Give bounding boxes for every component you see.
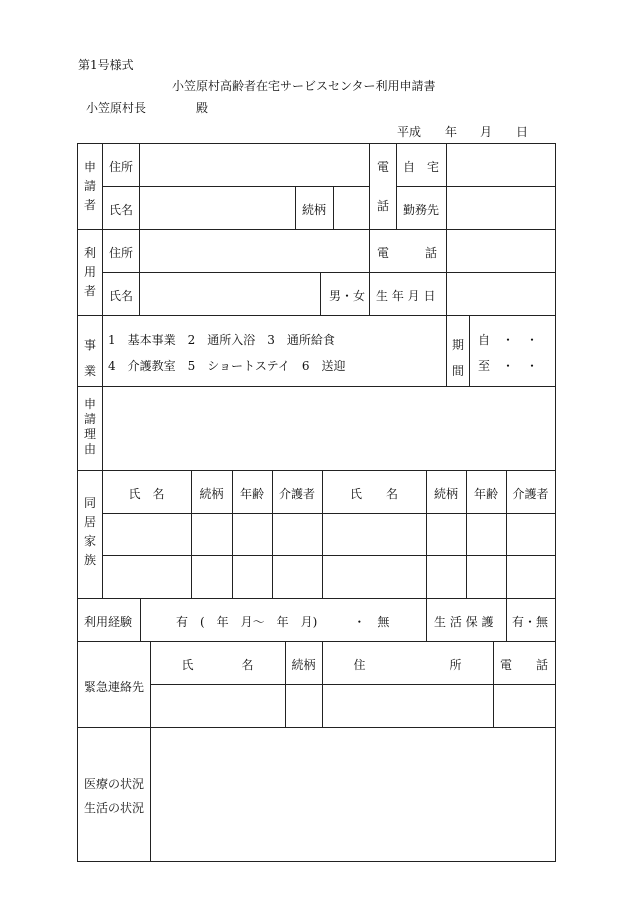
emergency-header-name: 氏 名 xyxy=(181,658,254,672)
services-row-1: 1 基本事業 2 通所入浴 3 通所給食 xyxy=(108,333,335,347)
family-header-age-1: 年齢 xyxy=(239,487,264,501)
applicant-phone-label-1: 電 xyxy=(377,160,390,174)
user-sex-label: 男・女 xyxy=(329,289,366,303)
family-header-caregiver-1: 介護者 xyxy=(278,487,315,501)
emergency-header-relation: 続柄 xyxy=(291,658,316,672)
date-era: 平成 xyxy=(397,125,422,139)
user-birth-label: 生 年 月 日 xyxy=(376,289,436,303)
user-name-label: 氏名 xyxy=(109,289,134,303)
services-row-2: 4 介護教室 5 ショートステイ 6 送迎 xyxy=(108,359,346,373)
reason-label: 申 請 理 由 xyxy=(84,397,97,456)
applicant-label: 申 請 者 xyxy=(84,160,97,212)
applicant-work-label: 勤務先 xyxy=(403,203,440,217)
form-number: 第1号様式 xyxy=(78,58,134,72)
family-header-caregiver-2: 介護者 xyxy=(512,487,549,501)
applicant-relation-label: 続柄 xyxy=(302,203,327,217)
date-year: 年 xyxy=(445,125,458,139)
honorific: 殿 xyxy=(196,101,209,115)
experience-label: 利用経験 xyxy=(84,615,133,629)
living-label: 生活の状況 xyxy=(84,801,145,815)
applicant-address-label: 住所 xyxy=(109,160,134,174)
date-month: 月 xyxy=(480,125,493,139)
period-label: 期 間 xyxy=(452,338,465,378)
experience-value: 有 ( 年 月～ 年 月) ・ 無 xyxy=(176,615,390,629)
emergency-header-phone: 電 話 xyxy=(499,658,548,672)
family-header-relation-1: 続柄 xyxy=(199,487,224,501)
applicant-phone-label-2: 話 xyxy=(377,199,390,213)
period-to: 至 ・ ・ xyxy=(478,359,539,373)
period-from: 自 ・ ・ xyxy=(478,333,539,347)
form-title: 小笠原村高齢者在宅サービスセンター利用申請書 xyxy=(172,79,436,93)
user-phone-label: 電 話 xyxy=(377,246,438,260)
family-header-name-1: 氏 名 xyxy=(128,487,165,501)
family-header-name-2: 氏 名 xyxy=(349,487,398,501)
addressee: 小笠原村長 xyxy=(86,101,147,115)
applicant-name-label: 氏名 xyxy=(109,203,134,217)
user-label: 利 用 者 xyxy=(84,246,97,298)
family-header-age-2: 年齢 xyxy=(473,487,498,501)
family-header-relation-2: 続柄 xyxy=(433,487,458,501)
emergency-header-address: 住 所 xyxy=(353,658,462,672)
emergency-label: 緊急連絡先 xyxy=(84,680,145,694)
family-label: 同 居 家 族 xyxy=(84,496,97,567)
welfare-label: 生 活 保 護 xyxy=(434,615,494,629)
user-address-label: 住所 xyxy=(109,246,134,260)
date-day: 日 xyxy=(516,125,529,139)
applicant-home-label: 自 宅 xyxy=(403,160,440,174)
welfare-value: 有・無 xyxy=(512,615,549,629)
services-label: 事 業 xyxy=(84,338,97,378)
medical-label: 医療の状況 xyxy=(84,777,145,791)
